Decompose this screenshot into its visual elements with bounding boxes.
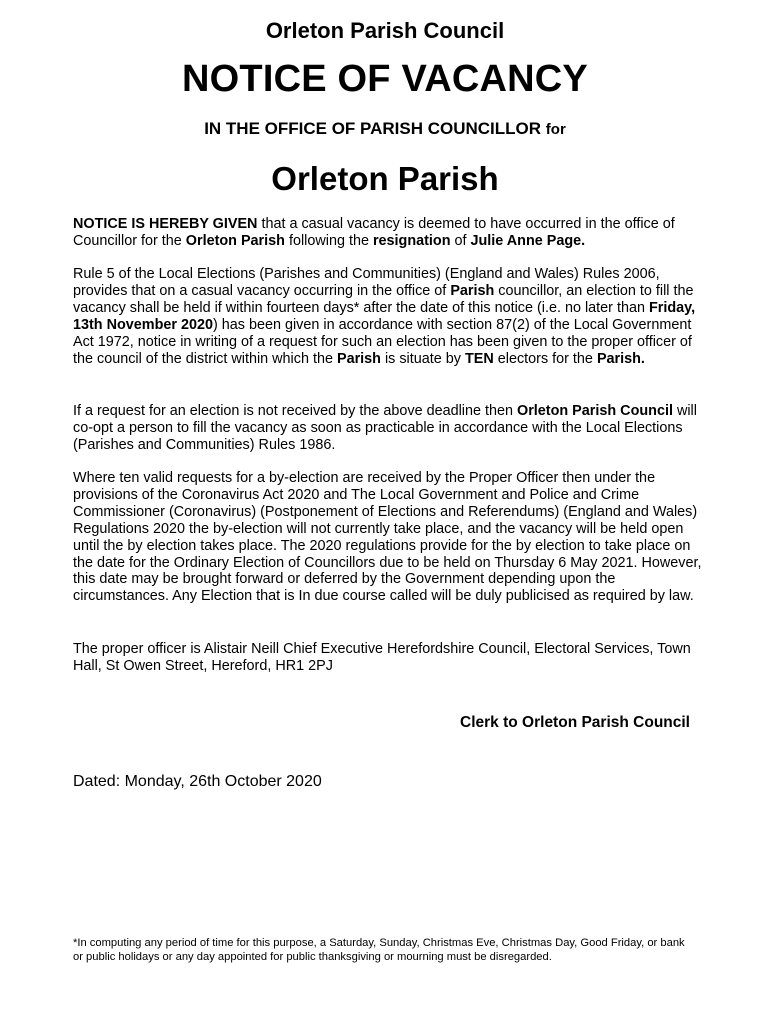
dated-line: Dated: Monday, 26th October 2020	[73, 773, 322, 790]
deadline-date-text: Friday, 13th November 2020	[73, 299, 696, 333]
paragraph-text: that a casual vacancy is deemed to have occurred in the office of Councillor for the	[73, 216, 675, 249]
council-name: Orleton Parish Council	[265, 18, 505, 43]
resignation-text: resignation	[372, 232, 451, 249]
proper-officer-paragraph: The proper officer is Alistair Neill Chief Executive Herefordshire Council, Electoral Services, Town Hall, St Owen Street, Hereford, HR1 2PJ	[73, 641, 691, 674]
paragraph-text: councillor, an election to fill the vacancy shall be held if within fourteen days* after the date of this notice (i.e. no later than	[73, 282, 694, 316]
office-line	[0, 119, 770, 139]
bold-text: Parish	[450, 282, 495, 299]
council-name-text: Orleton Parish Council	[517, 403, 673, 419]
bold-text: Parish.	[596, 350, 645, 367]
paragraph-text: of	[450, 232, 471, 249]
office-line-text: IN THE OFFICE OF PARISH COUNCILLOR	[204, 119, 542, 138]
parish-name-text: Orleton Parish	[185, 232, 285, 249]
paragraph-text: ) has been given in accordance with section 87(2) of the Local Government Act 1972, notice in writing of a request for such an election has been given to the proper officer of the council of the district within which the	[73, 316, 692, 367]
paragraph-text: electors for the	[493, 350, 597, 367]
office-line-for: for	[545, 121, 566, 138]
co-opt-paragraph	[73, 403, 713, 454]
paragraph-text: is situate by	[380, 350, 465, 367]
notice-given-text: NOTICE IS HEREBY GIVEN	[73, 216, 258, 232]
parish-heading: Orleton Parish	[271, 160, 499, 197]
rule-paragraph	[73, 266, 713, 367]
paragraph-text: following the	[284, 232, 373, 249]
footnote: *In computing any period of time for this purpose, a Saturday, Sunday, Christmas Eve, Christmas Day, Good Friday, or bank or public holidays or any day appointed for public thanksgiving or mourning must be disregarded.	[73, 937, 685, 963]
clerk-signature: Clerk to Orleton Parish Council	[460, 714, 690, 731]
coronavirus-paragraph: Where ten valid requests for a by-election are received by the Proper Officer then under the provisions of the Coronavirus Act 2020 and The Local Government and Police and Crime Commissioner (Coronavirus) (Postponement of Elections and Referendums) (England and Wales) Regulations 2020 the by-election will not currently take place, and the vacancy will be held open until the by election takes place. The 2020 regulations provide for the by election to take place on the date for the Ordinary Election of Councillors due to be held on Thursday 6 May 2021. However, this date may be brought forward or deferred by the Government depending upon the circumstances. Any Election that is In due course called will be duly publicised as required by law.	[73, 470, 702, 605]
paragraph-text: Rule 5 of the Local Elections (Parishes and Communities) (England and Wales) Rules 2006, provides that on a casual vacancy occurring in the office of	[73, 266, 660, 299]
elector-count-text: TEN	[464, 350, 494, 367]
paragraph-text: If a request for an election is not received by the above deadline then	[73, 403, 518, 419]
vacancy-paragraph	[73, 216, 713, 250]
councillor-name-text: Julie Anne Page.	[470, 232, 586, 249]
notice-title: NOTICE OF VACANCY	[182, 58, 588, 100]
bold-text: Parish	[336, 350, 381, 367]
paragraph-text: will co-opt a person to fill the vacancy as soon as practicable in accordance with the Local Elections (Parishes and Communities) Rules 1986.	[73, 403, 697, 453]
